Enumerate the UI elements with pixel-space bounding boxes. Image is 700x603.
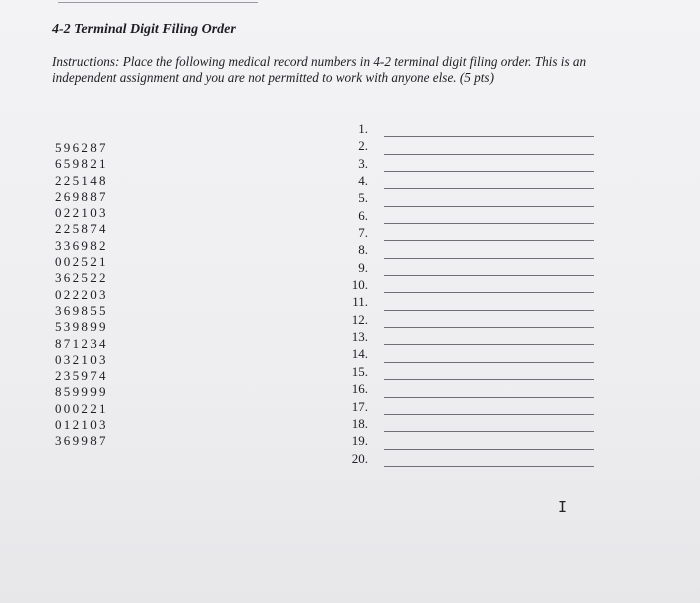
record-number: 596287 (55, 140, 108, 155)
record-number: 012103 (55, 417, 108, 433)
answer-line-column (384, 120, 594, 467)
answer-line[interactable] (384, 432, 594, 449)
record-number: 000221 (55, 400, 108, 416)
answer-number: 19. (351, 433, 368, 449)
answer-number: 10. (351, 277, 368, 293)
answer-number: 7. (358, 225, 368, 241)
text-cursor-icon: I (558, 498, 568, 516)
record-number: 336982 (55, 237, 108, 253)
answer-line[interactable] (384, 380, 594, 397)
answer-line[interactable] (384, 415, 594, 432)
answer-number: 4. (358, 173, 368, 189)
record-number: 032103 (55, 351, 108, 367)
record-number: 871234 (55, 335, 108, 351)
record-number: 269887 (55, 188, 108, 204)
record-number: 659821 (55, 156, 108, 172)
answer-line[interactable] (384, 293, 594, 310)
answer-number: 16. (351, 381, 368, 397)
page-title: 4-2 Terminal Digit Filing Order (52, 22, 236, 37)
record-number: 859999 (55, 384, 108, 400)
answer-line[interactable] (384, 328, 594, 345)
answer-line[interactable] (384, 450, 594, 467)
answer-number: 20. (351, 450, 368, 466)
answer-number: 9. (358, 259, 368, 275)
answer-line[interactable] (384, 137, 594, 154)
answer-line[interactable] (384, 345, 594, 362)
answer-line[interactable] (384, 311, 594, 328)
answer-number: 15. (351, 363, 368, 379)
answer-line[interactable] (384, 259, 594, 276)
answer-number: 1. (358, 121, 368, 136)
answer-number: 2. (358, 138, 368, 154)
answer-number-column (330, 120, 368, 467)
answer-line[interactable] (384, 224, 594, 241)
answer-number: 18. (351, 415, 368, 431)
record-number: 369987 (55, 433, 108, 449)
answer-number: 3. (358, 155, 368, 171)
record-number: 022103 (55, 205, 108, 221)
answer-number: 12. (351, 311, 368, 327)
answer-line[interactable] (384, 155, 594, 172)
answer-line[interactable] (384, 189, 594, 206)
answer-line[interactable] (384, 120, 594, 137)
record-number: 225874 (55, 221, 108, 237)
record-number: 002521 (55, 254, 108, 270)
instructions-text: Instructions: Place the following medical record numbers in 4-2 terminal digit filing order. This is an independent assignment and you are not permitted to work with anyone else. (5 pts) (52, 54, 587, 85)
record-number: 225148 (55, 172, 108, 188)
answer-number: 13. (351, 329, 368, 345)
record-number: 362522 (55, 270, 108, 286)
top-divider (58, 2, 258, 3)
record-number: 235974 (55, 368, 108, 384)
record-number-list (55, 140, 108, 450)
answer-number: 11. (352, 294, 368, 310)
record-number: 369855 (55, 302, 108, 318)
answer-line[interactable] (384, 363, 594, 380)
record-number: 539899 (55, 319, 108, 335)
answer-number: 8. (358, 242, 368, 258)
answer-line[interactable] (384, 276, 594, 293)
answer-line[interactable] (384, 398, 594, 415)
answer-line[interactable] (384, 207, 594, 224)
record-number: 022203 (55, 286, 108, 302)
answer-number: 6. (358, 207, 368, 223)
answer-line[interactable] (384, 172, 594, 189)
answer-number: 5. (358, 190, 368, 206)
answer-line[interactable] (384, 241, 594, 258)
answer-number: 17. (351, 398, 368, 414)
answer-number: 14. (351, 346, 368, 362)
